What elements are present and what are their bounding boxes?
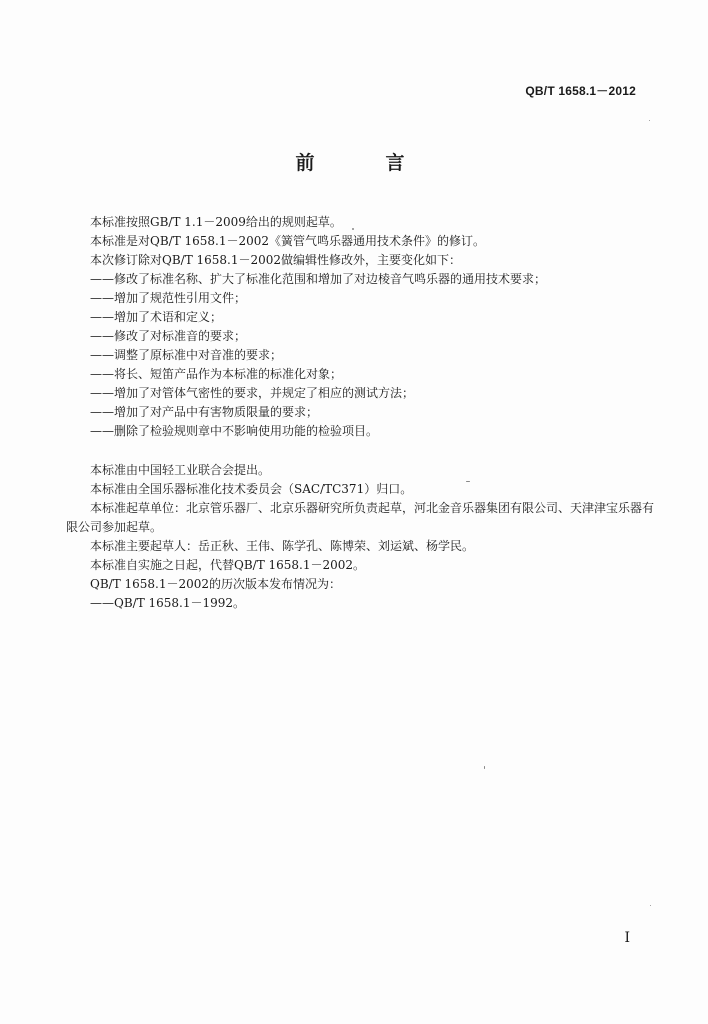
scan-speck (352, 228, 354, 230)
list-item: ——增加了对管体气密性的要求，并规定了相应的测试方法； (90, 386, 415, 400)
paragraph: QB/T 1658.1－2002的历次版本发布情况为： (90, 577, 342, 591)
scan-speck (650, 905, 651, 906)
paragraph: 本标准自实施之日起，代替QB/T 1658.1－2002。 (90, 558, 366, 572)
list-item: ——增加了规范性引用文件； (90, 291, 247, 305)
list-item: ——修改了对标准音的要求； (90, 329, 247, 343)
list-item: ——将长、短笛产品作为本标准的标准化对象； (90, 367, 343, 381)
scan-speck (484, 766, 485, 769)
standard-code: QB/T 1658.1－2012 (525, 84, 636, 98)
paragraph: 本标准是对QB/T 1658.1－2002《簧管气鸣乐器通用技术条件》的修订。 (90, 234, 486, 248)
list-item: ——增加了术语和定义； (90, 310, 223, 324)
paragraph: 本标准由中国轻工业联合会提出。 (90, 463, 271, 477)
list-item: ——调整了原标准中对音准的要求； (90, 348, 283, 362)
list-item: ——删除了检验规则章中不影响使用功能的检验项目。 (90, 424, 379, 438)
paragraph: 本次修订除对QB/T 1658.1－2002做编辑性修改外，主要变化如下： (90, 253, 462, 267)
paragraph: 本标准起草单位：北京管乐器厂、北京乐器研究所负责起草，河北金音乐器集团有限公司、天津津宝乐器有限公司参加起草。 (66, 501, 655, 534)
paragraph: 本标准按照GB/T 1.1－2009给出的规则起草。 (90, 215, 342, 229)
paragraph: 本标准主要起草人：岳正秋、王伟、陈学孔、陈博荣、刘运斌、杨学民。 (90, 539, 475, 553)
foreword-block-1 (66, 213, 656, 441)
foreword-block-2 (66, 461, 656, 613)
paragraph: 本标准由全国乐器标准化技术委员会（SAC/TC371）归口。 (90, 482, 413, 496)
list-item: ——增加了对产品中有害物质限量的要求； (90, 405, 319, 419)
scan-speck (466, 481, 470, 482)
list-item: ——修改了标准名称、扩大了标准化范围和增加了对边棱音气鸣乐器的通用技术要求； (90, 272, 547, 286)
scan-speck (649, 120, 650, 121)
page-title: 前 言 (295, 152, 431, 174)
page-number: I (624, 930, 630, 946)
list-item: ——QB/T 1658.1－1992。 (90, 596, 246, 610)
